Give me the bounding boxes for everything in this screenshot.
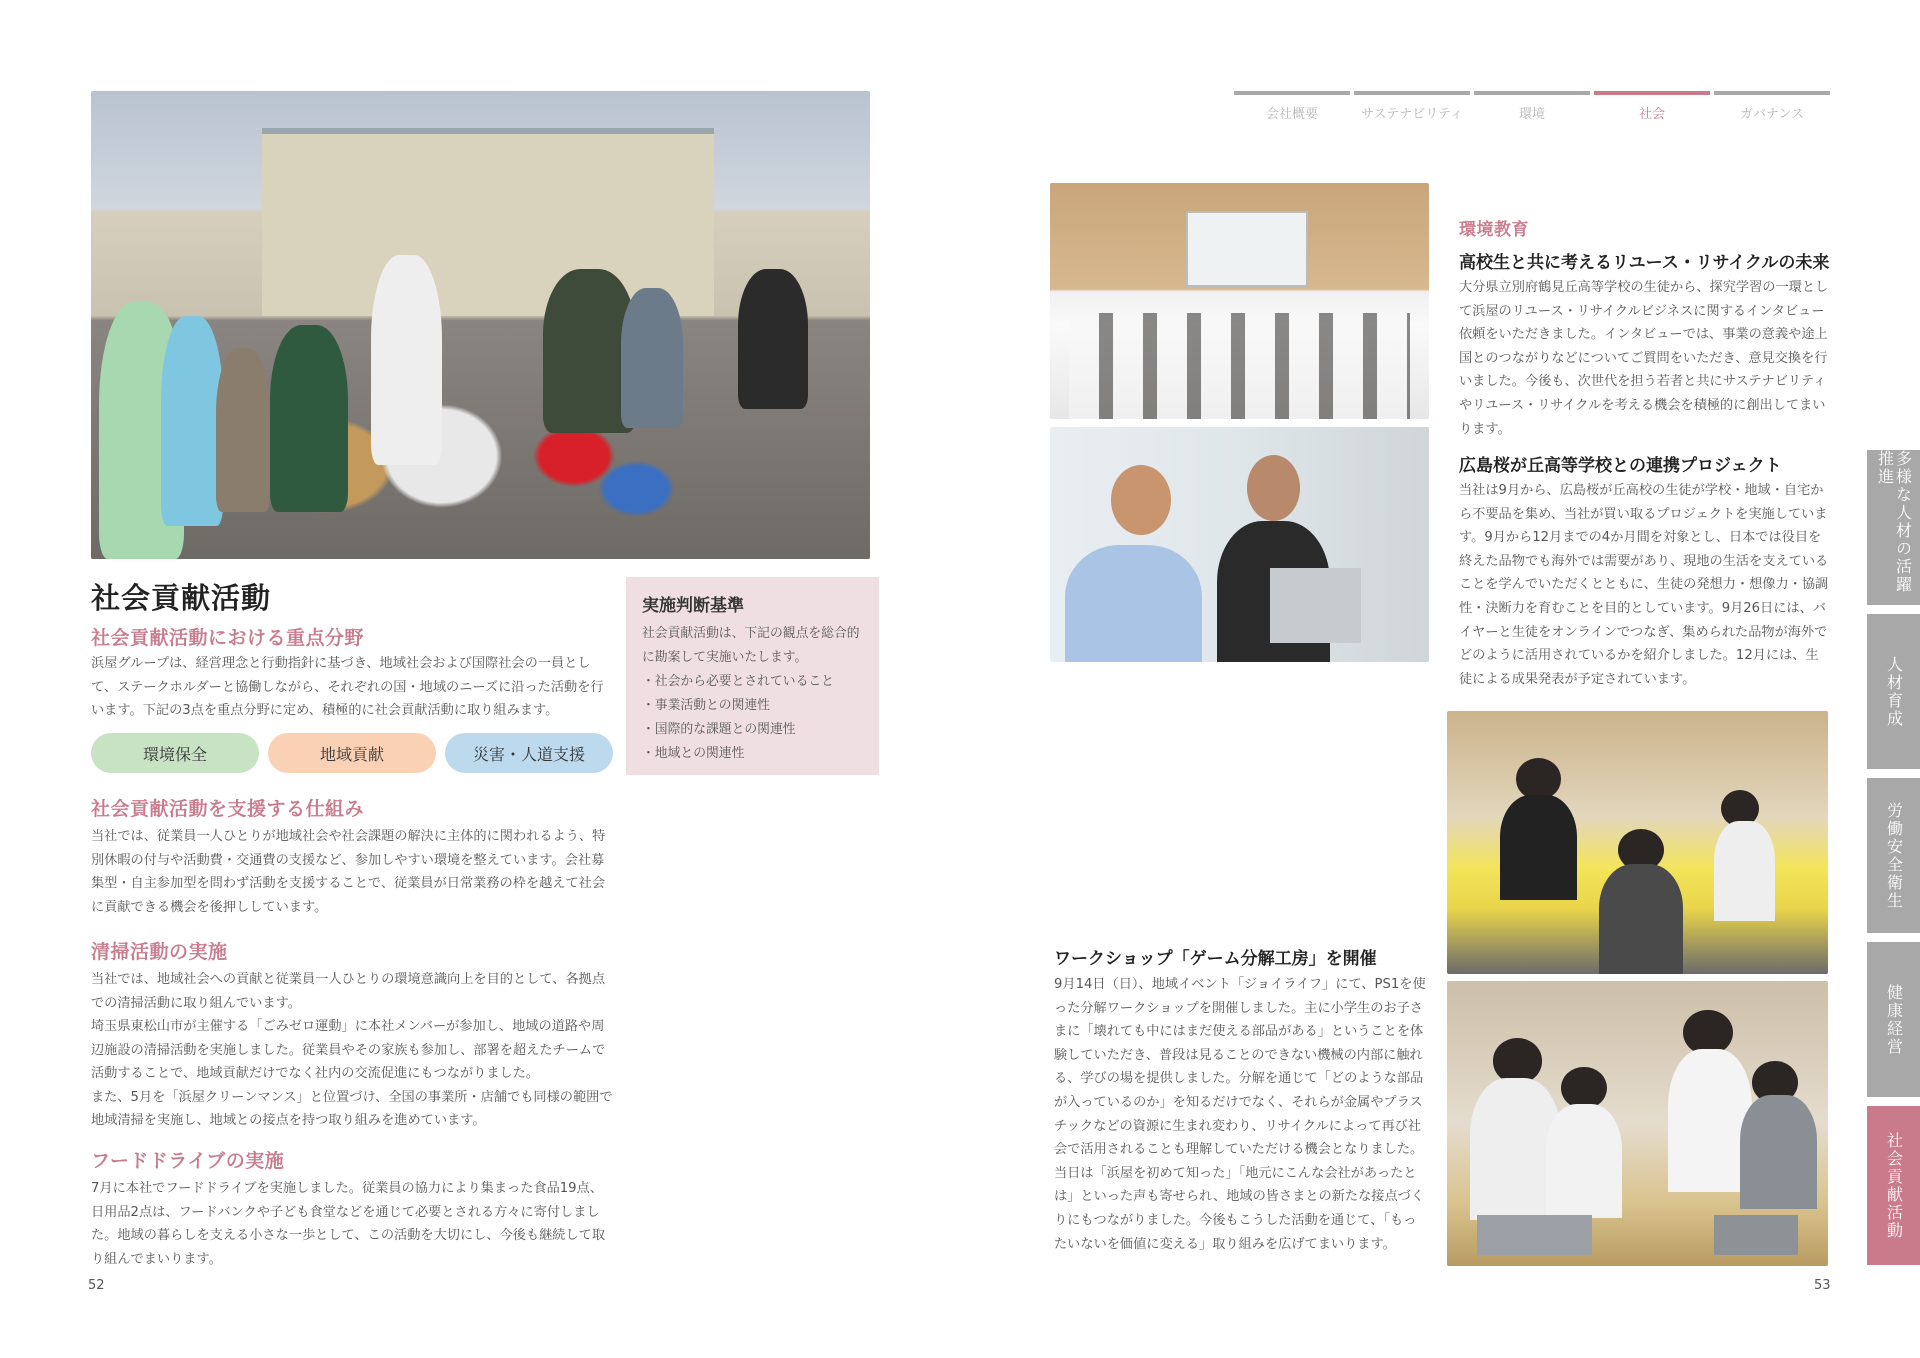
support-body: 当社では、従業員一人ひとりが地域社会や社会課題の解決に主体的に関われるよう、特別休暇の付与や活動費・交通費の支援など、参加しやすい環境を整えています。会社募集型・自主参加型を問わず活動を支援することで、従業員が日常業務の枠を越えて社会に貢献できる機会を後押ししています。 bbox=[91, 829, 606, 915]
side-tab-label: 社会貢献活動 bbox=[1884, 1131, 1904, 1240]
criteria-item: ・国際的な課題との関連性 bbox=[642, 722, 796, 737]
meeting-photo bbox=[1050, 427, 1429, 662]
criteria-title: 実施判断基準 bbox=[642, 596, 744, 616]
env-sub1-title: 高校生と共に考えるリユース・リサイクルの未来 bbox=[1459, 253, 1830, 273]
criteria-item: ・事業活動との関連性 bbox=[642, 698, 770, 713]
env-sub2-body: 当社は9月から、広島桜が丘高校の生徒が学校・地域・自宅から不要品を集め、当社が買い取るプロジェクトを実施しています。9月から12月までの4か月間を対象とし、日本では役目を終えた品物でも海外では需要があり、現地の生活を支えていることを学んでいただくとともに、生徒の発想力・想像力・協調性・決断力を育むことを目的としています。9月26日には、バイヤーと生徒をオンラインでつなぎ、集められた品物が海外でどのように活用されているかを紹介しました。12月には、生徒による成果発表が予定されています。 bbox=[1459, 483, 1829, 687]
focus-body: 浜屋グループは、経営理念と行動指針に基づき、地域社会および国際社会の一員として、ステークホルダーと協働しながら、それぞれの国・地域のニーズに沿った活動を行います。下記の3点を重点分野に定め、積極的に社会貢献活動に取り組みます。 bbox=[91, 656, 604, 718]
env-sub2-title: 広島桜が丘高等学校との連携プロジェクト bbox=[1459, 456, 1782, 476]
workshop-photo-1 bbox=[1447, 711, 1828, 974]
nav-tab-governance[interactable]: ガバナンス bbox=[1714, 91, 1830, 122]
side-tab-diversity[interactable] bbox=[1867, 450, 1920, 605]
pill-environment: 環境保全 bbox=[91, 733, 259, 773]
criteria-intro: 社会貢献活動は、下記の観点を総合的に勘案して実施いたします。 bbox=[642, 626, 860, 665]
cleaning-body-1: 当社では、地域社会への貢献と従業員一人ひとりの環境意識向上を目的として、各拠点での清掃活動に取り組んでいます。 bbox=[91, 972, 606, 1011]
side-tab-label: 労働安全衛生 bbox=[1884, 801, 1904, 910]
nav-tab-company[interactable]: 会社概要 bbox=[1234, 91, 1350, 122]
side-tab-label: 人材育成 bbox=[1884, 655, 1904, 728]
food-drive-heading: フードドライブの実施 bbox=[91, 1150, 285, 1172]
scrap-yard-photo bbox=[91, 91, 870, 559]
support-heading: 社会貢献活動を支援する仕組み bbox=[91, 798, 365, 820]
side-tab-health-management[interactable] bbox=[1867, 942, 1920, 1097]
cleaning-heading: 清掃活動の実施 bbox=[91, 941, 228, 963]
classroom-photo bbox=[1050, 183, 1429, 419]
workshop-body: 9月14日（日）、地域イベント「ジョイライフ」にて、PS1を使った分解ワークショップを開催しました。主に小学生のお子さまに「壊れても中にはまだ使える部品がある」ということを体験していただき、普段は見ることのできない機械の内部に触れる、学びの場を提供しました。分解を通じて「どのような部品が入っているのか」を知るだけでなく、それらが金属やプラスチックなどの資源に生まれ変わり、リサイクルによって再び社会で活用されることも理解していただける機会となりました。当日は「浜屋を初めて知った」「地元にこんな会社があったとは」といった声も寄せられ、地域の皆さまとの新たな接点づくりにもつながりました。今後もこうした活動を通じて、「もったいないを価値に変える」取り組みを広げてまいります。 bbox=[1054, 977, 1426, 1252]
side-tab-label: 健康経営 bbox=[1884, 983, 1904, 1056]
page-number-right: 53 bbox=[1814, 1278, 1831, 1293]
workshop-photo-2 bbox=[1447, 981, 1828, 1266]
side-tab-label: 多様な人材の活躍推進 bbox=[1875, 450, 1913, 594]
pill-regional: 地域貢献 bbox=[268, 733, 436, 773]
cleaning-body bbox=[91, 968, 615, 1133]
side-tab-hr-development[interactable] bbox=[1867, 614, 1920, 769]
env-sub1-body: 大分県立別府鶴見丘高等学校の生徒から、探究学習の一環として浜屋のリユース・リサイクルビジネスに関するインタビュー依頼をいただきました。インタビューでは、事業の意義や途上国とのつながりなどについてご質問をいただき、意見交換を行いました。今後も、次世代を担う若者と共にサステナビリティやリユース・リサイクルを考える機会を積極的に創出してまいります。 bbox=[1459, 280, 1829, 437]
page-title: 社会貢献活動 bbox=[91, 581, 272, 615]
nav-tab-social[interactable]: 社会 bbox=[1594, 91, 1710, 122]
nav-tab-sustainability[interactable]: サステナビリティ bbox=[1354, 91, 1470, 122]
workshop-title: ワークショップ「ゲーム分解工房」を開催 bbox=[1054, 949, 1377, 969]
cleaning-body-2: 埼玉県東松山市が主催する「ごみゼロ運動」に本社メンバーが参加し、地域の道路や周辺施設の清掃活動を実施しました。従業員やその家族も参加し、部署を超えたチームで活動することで、地域貢献だけでなく社内の交流促進にもつながりました。 bbox=[91, 1019, 606, 1081]
criteria-item: ・社会から必要とされていること bbox=[642, 674, 834, 689]
side-tab-social-contribution[interactable] bbox=[1867, 1106, 1920, 1265]
env-education-heading: 環境教育 bbox=[1459, 220, 1529, 240]
cleaning-body-3: また、5月を「浜屋クリーンマンス」と位置づけ、全国の事業所・店舗でも同様の範囲で地域清掃を実施し、地域との接点を持つ取り組みを進めています。 bbox=[91, 1089, 613, 1128]
section-nav bbox=[1234, 91, 1830, 122]
page-number-left: 52 bbox=[88, 1278, 105, 1293]
side-tab-safety-health[interactable] bbox=[1867, 778, 1920, 933]
focus-heading: 社会貢献活動における重点分野 bbox=[91, 627, 365, 649]
criteria-box bbox=[626, 577, 879, 775]
food-drive-body: 7月に本社でフードドライブを実施しました。従業員の協力により集まった食品19点、日用品2点は、フードバンクや子ども食堂などを通じて必要とされる方々に寄付しました。地域の暮らしを支える小さな一歩として、この活動を大切にし、今後も継続して取り組んでまいります。 bbox=[91, 1181, 606, 1267]
criteria-list bbox=[642, 670, 863, 766]
nav-tab-environment[interactable]: 環境 bbox=[1474, 91, 1590, 122]
pill-disaster: 災害・人道支援 bbox=[445, 733, 613, 773]
criteria-item: ・地域との関連性 bbox=[642, 746, 745, 761]
